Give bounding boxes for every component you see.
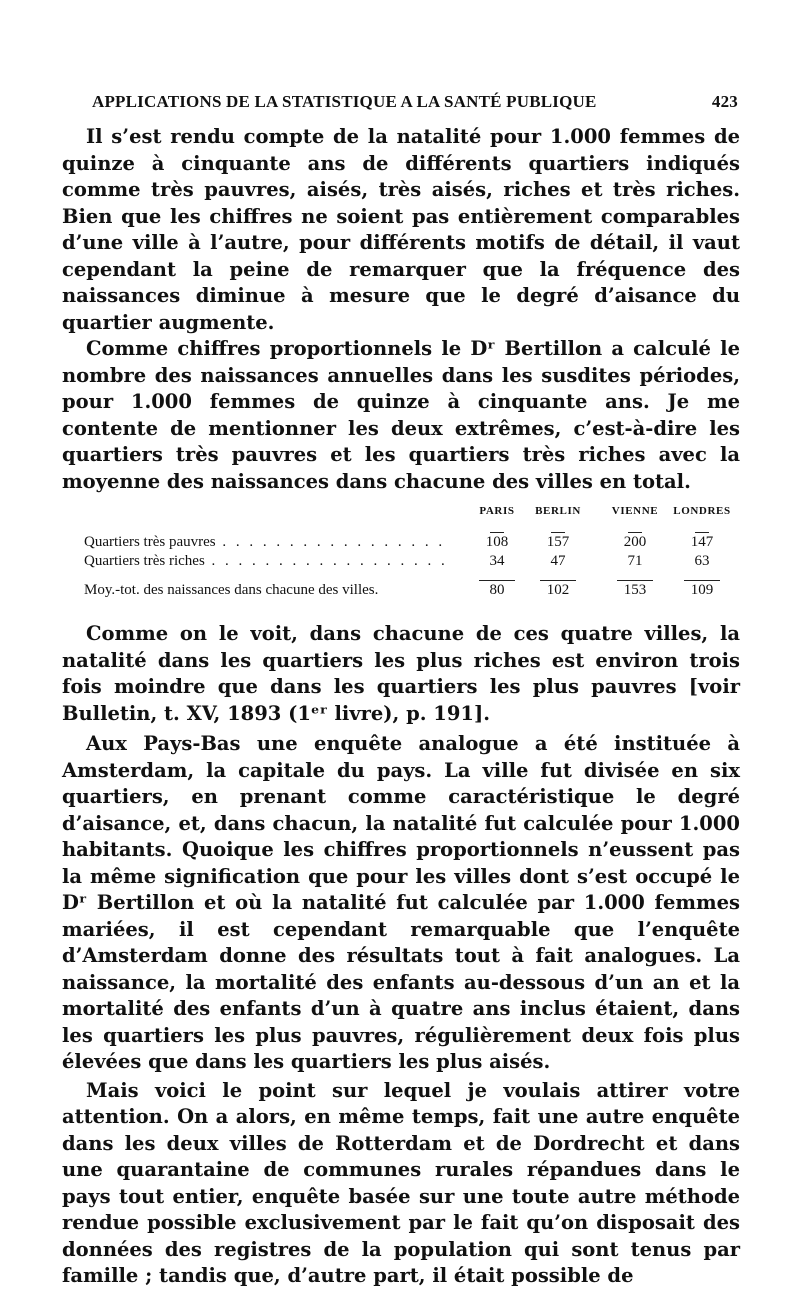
row-label: Quartiers très pauvres [84,534,216,550]
running-header [92,92,738,112]
table-cell: 157 [546,534,570,550]
table-cell: 34 [489,553,505,569]
column-header: BERLIN [535,505,581,517]
table-row: Quartiers très riches . . . . . . . . . . . . . . . . . . 34 47 71 63 [84,553,732,572]
divider [490,532,504,533]
table-cell: 63 [694,553,710,569]
table-cell: 108 [485,534,509,550]
page-number: 423 [711,92,738,111]
divider [551,532,565,533]
header-dashes [84,524,732,534]
divider [617,580,653,581]
table-cell: 200 [623,534,647,550]
total-label: Moy.-tot. des naissances dans chacune des villes. [84,582,379,598]
divider [540,580,576,581]
paragraph-4: Aux Pays-Bas une enquête analogue a été instituée à Amsterdam, la capitale du pays. La ville fut divisée en six quartiers, en prenant comme caractéristique le degré d’aisance, et, dans chacun, la natalité fut calculée pour 1.000 habitants. Quoique les chiffres proportionnels n’eussent pas la même signification que pour les villes dont s’est occupé le Dʳ Bertillon et où la natalité fut calculée par 1.000 femmes mariées, il est cependant remarquable que l’enquête d’Amsterdam donne des résultats tout à fait analogues. La naissance, la mortalité des enfants au-dessous d’un an et la mortalité des enfants d’un à quatre ans inclus étaient, dans les quartiers les plus pauvres, régulièrement deux fois plus élevées que dans les quartiers les plus aisés. [62,732,740,1073]
paragraph-5: Mais voici le point sur lequel je voulais attirer votre attention. On a alors, en même temps, fait une autre enquête dans les deux villes de Rotterdam et de Dordrecht et dans une quarantaine de communes rurales répandues dans le pays tout entier, enquête basée sur une toute autre méthode rendue possible exclusivement par le fait qu’on disposait des données des registres de la population qui sont tenus par famille ; tandis que, d’autre part, il était possible de [62,1078,740,1287]
paragraph-2: Comme chiffres proportionnels le Dʳ Bertillon a calculé le nombre des naissances annuelles dans les susdites périodes, pour 1.000 femmes de quinze à cinquante ans. Je me contente de mentionner les deux extrêmes, c’est-à-dire les quartiers très pauvres et les quartiers très riches avec la moyenne des naissances dans chacune des villes en total. [62,337,740,493]
table-total-row [84,582,732,601]
table-cell: 147 [690,534,714,550]
column-header: LONDRES [673,505,731,517]
divider [479,580,515,581]
row-label: Quartiers très riches [84,553,205,569]
table-header-row [84,505,732,524]
paragraph-3: Comme on le voit, dans chacune de ces quatre villes, la natalité dans les quartiers les plus riches est environ trois fois moindre que dans les quartiers les plus pauvres [voir Bulletin, t. XV, 1893 (1ᵉʳ livre), p. 191]. [62,622,740,725]
divider [695,532,709,533]
divider [628,532,642,533]
page [62,92,740,1290]
running-title: APPLICATIONS DE LA STATISTIQUE A LA SANTÉ PUBLIQUE [92,92,597,111]
table-cell: 102 [546,582,570,598]
table-cell: 71 [627,553,643,569]
total-rules [84,572,732,582]
column-header: PARIS [479,505,515,517]
table-cell: 80 [489,582,505,598]
table-cell: 153 [623,582,647,598]
table-cell: 47 [550,553,566,569]
table-cell: 109 [690,582,714,598]
divider [684,580,720,581]
paragraph-1: Il s’est rendu compte de la natalité pour 1.000 femmes de quinze à cinquante ans de différents quartiers indiqués comme très pauvres, aisés, très aisés, riches et très riches. Bien que les chiffres ne soient pas entièrement comparables d’une ville à l’autre, pour différents motifs de détail, il vaut cependant la peine de remarquer que la fréquence des naissances diminue à mesure que le degré d’aisance du quartier augmente. [62,125,740,334]
table-row: Quartiers très pauvres . . . . . . . . . . . . . . . . . 108 157 200 147 [84,534,732,553]
column-header: VIENNE [611,505,659,517]
birth-rate-table [84,505,732,601]
